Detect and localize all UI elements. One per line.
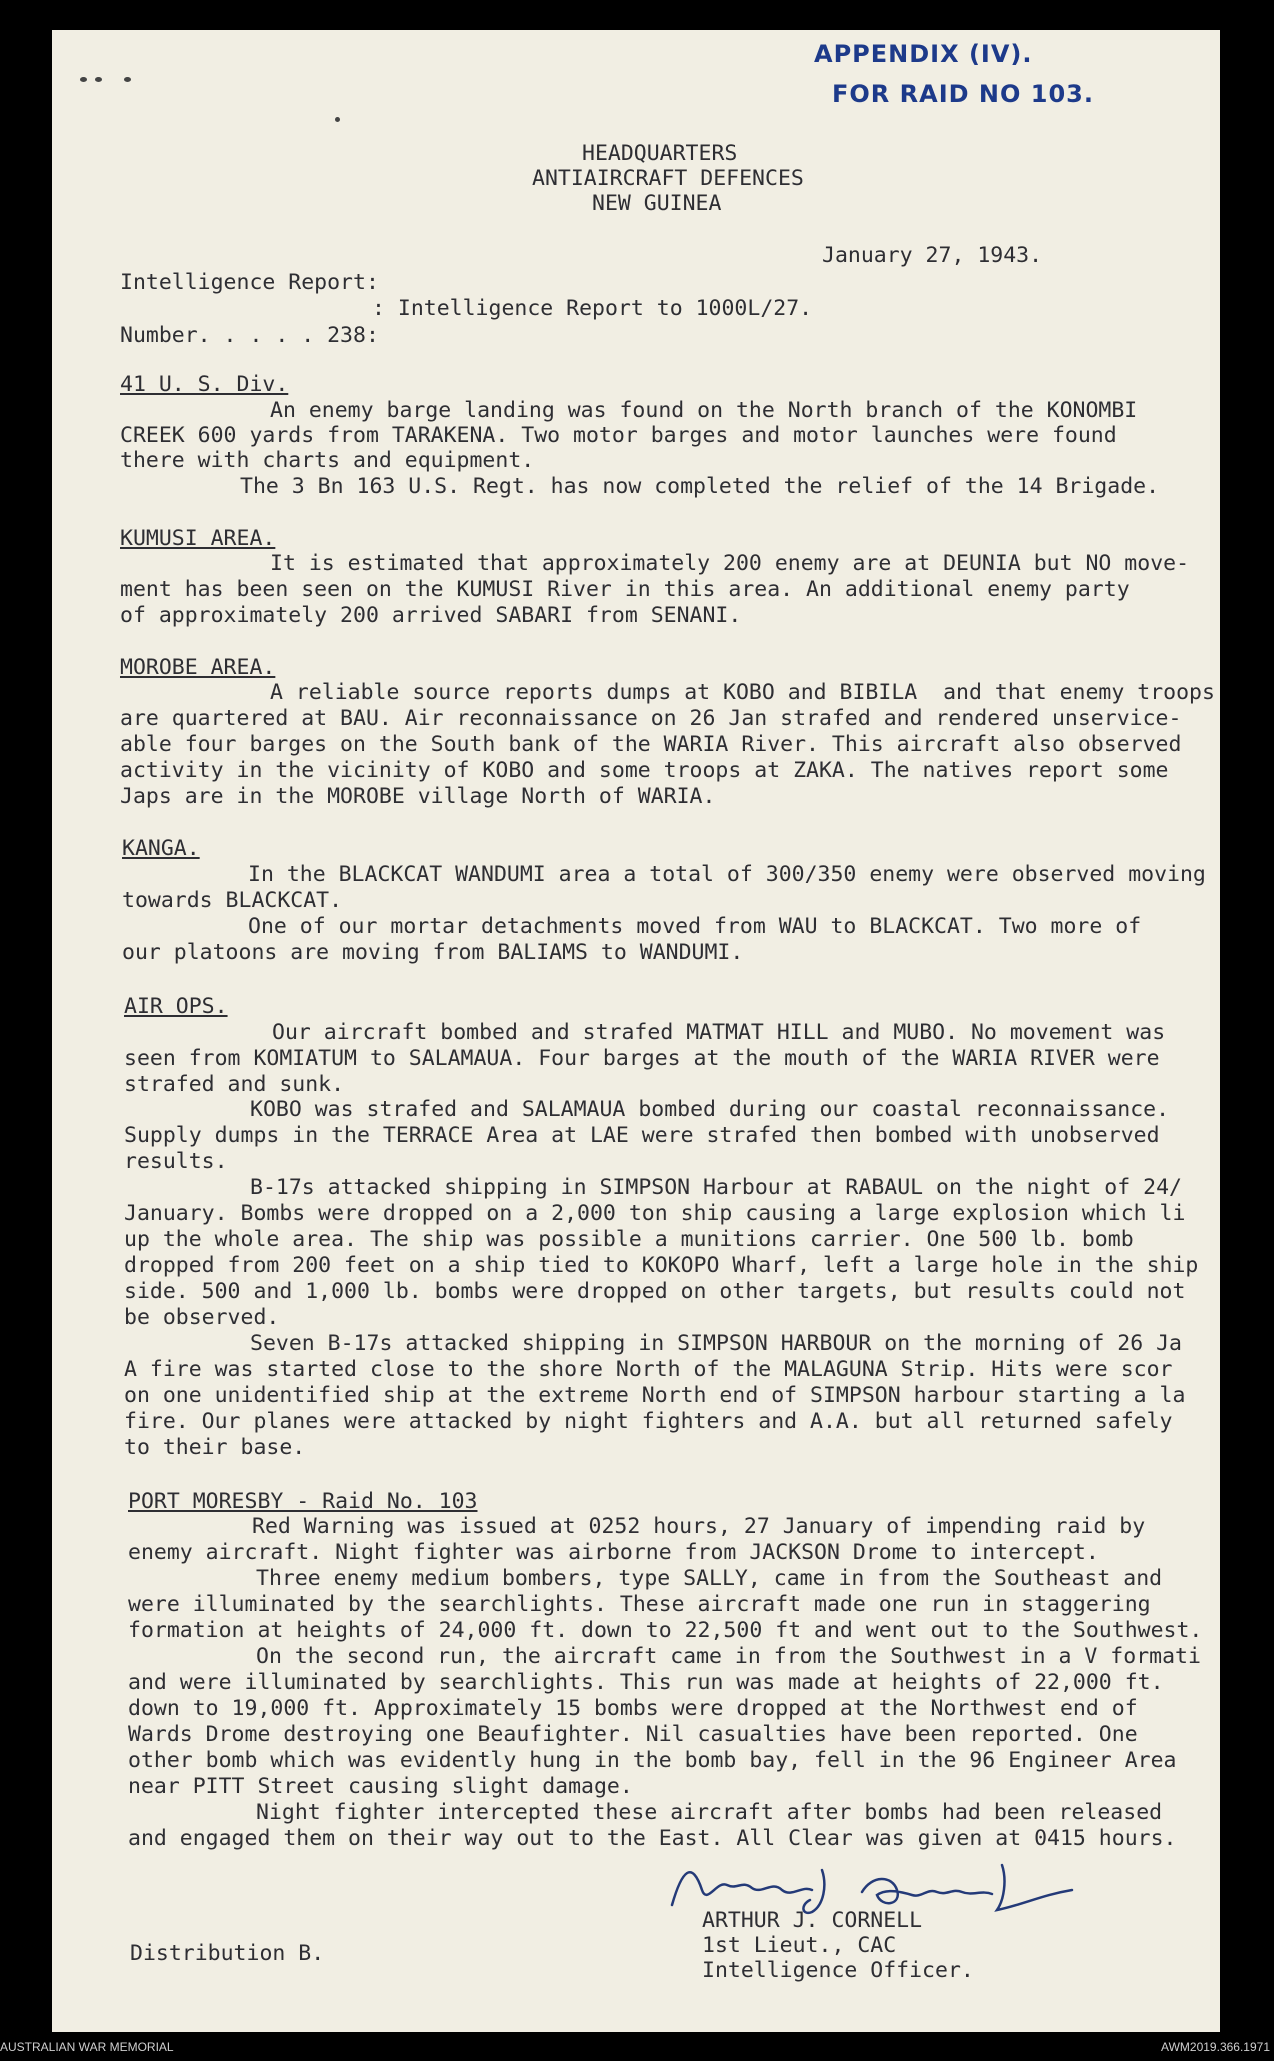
text-line: dropped from 200 feet on a ship tied to KOKOPO Wharf, left a large hole in the ship <box>124 1253 1199 1278</box>
section-heading: PORT MORESBY - Raid No. 103 <box>128 1489 478 1514</box>
text-line: near PITT Street causing slight damage. <box>128 1774 633 1799</box>
section-heading: MOROBE AREA. <box>120 655 276 680</box>
report-reference: : Intelligence Report to 1000L/27. <box>372 296 813 321</box>
pin-mark <box>335 117 340 122</box>
text-line: able four barges on the South bank of the WARIA River. This aircraft also observed <box>120 732 1182 757</box>
text-line: It is estimated that approximately 200 enemy are at DEUNIA but NO move- <box>270 551 1190 576</box>
text-line: Supply dumps in the TERRACE Area at LAE were strafed then bombed with unobserved <box>124 1123 1160 1148</box>
text-line: up the whole area. The ship was possible a munitions carrier. One 500 lb. bomb <box>124 1227 1134 1252</box>
text-line: Red Warning was issued at 0252 hours, 27 January of impending raid by <box>252 1514 1146 1539</box>
text-line: A reliable source reports dumps at KOBO and BIBILA and that enemy troops <box>270 680 1215 705</box>
report-date: January 27, 1943. <box>822 243 1043 268</box>
text-line: and engaged them on their way out to the East. All Clear was given at 0415 hours. <box>128 1826 1177 1851</box>
text-line: The 3 Bn 163 U.S. Regt. has now completed the relief of the 14 Brigade. <box>240 474 1160 499</box>
signature-title: Intelligence Officer. <box>702 1958 974 1983</box>
document-page <box>52 30 1220 2032</box>
header-line1: HEADQUARTERS <box>582 141 738 166</box>
text-line: strafed and sunk. <box>124 1072 345 1097</box>
text-line: Japs are in the MOROBE village North of WARIA. <box>120 784 716 809</box>
text-line: An enemy barge landing was found on the North branch of the KONOMBI <box>270 398 1138 423</box>
text-line: One of our mortar detachments moved from WAU to BLACKCAT. Two more of <box>248 914 1142 939</box>
text-line: seen from KOMIATUM to SALAMAUA. Four barges at the mouth of the WARIA RIVER were <box>124 1046 1160 1071</box>
report-label: Intelligence Report: <box>120 270 379 295</box>
annotation-appendix: APPENDIX (IV). <box>814 40 1033 68</box>
text-line: activity in the vicinity of KOBO and some troops at ZAKA. The natives report some <box>120 758 1169 783</box>
text-line: Our aircraft bombed and strafed MATMAT HILL and MUBO. No movement was <box>272 1020 1166 1045</box>
header-line2: ANTIAIRCRAFT DEFENCES <box>532 166 804 191</box>
distribution: Distribution B. <box>130 1941 325 1966</box>
section-heading: 41 U. S. Div. <box>120 372 289 397</box>
text-line: CREEK 600 yards from TARAKENA. Two motor barges and motor launches were found <box>120 423 1117 448</box>
text-line: KOBO was strafed and SALAMAUA bombed during our coastal reconnaissance. <box>250 1097 1170 1122</box>
footer-right: AWM2019.366.1971 <box>1161 2040 1270 2054</box>
text-line: ment has been seen on the KUMUSI River in this area. An additional enemy party <box>120 577 1130 602</box>
section-heading: KANGA. <box>122 836 200 861</box>
footer-left: AUSTRALIAN WAR MEMORIAL <box>0 2040 174 2054</box>
text-line: our platoons are moving from BALIAMS to WANDUMI. <box>122 940 744 965</box>
text-line: and were illuminated by searchlights. This run was made at heights of 22,000 ft. <box>128 1670 1164 1695</box>
signature-name: ARTHUR J. CORNELL <box>702 1908 923 1933</box>
text-line: results. <box>124 1149 228 1174</box>
text-line: there with charts and equipment. <box>120 448 535 473</box>
pin-mark <box>80 77 87 82</box>
text-line: Seven B-17s attacked shipping in SIMPSON HARBOUR on the morning of 26 Ja <box>250 1331 1182 1356</box>
annotation-raid: FOR RAID NO 103. <box>832 80 1094 108</box>
pin-mark <box>124 77 131 82</box>
text-line: fire. Our planes were attacked by night fighters and A.A. but all returned safely <box>124 1409 1173 1434</box>
report-number: Number. . . . . 238: <box>120 323 379 348</box>
section-heading: KUMUSI AREA. <box>120 526 276 551</box>
text-line: side. 500 and 1,000 lb. bombs were dropped on other targets, but results could not <box>124 1279 1186 1304</box>
text-line: In the BLACKCAT WANDUMI area a total of 300/350 enemy were observed moving <box>248 862 1206 887</box>
text-line: Three enemy medium bombers, type SALLY, came in from the Southeast and <box>256 1566 1163 1591</box>
text-line: B-17s attacked shipping in SIMPSON Harbour at RABAUL on the night of 24/ <box>250 1175 1182 1200</box>
text-line: A fire was started close to the shore North of the MALAGUNA Strip. Hits were scor <box>124 1357 1173 1382</box>
text-line: other bomb which was evidently hung in the bomb bay, fell in the 96 Engineer Area <box>128 1748 1177 1773</box>
text-line: on one unidentified ship at the extreme North end of SIMPSON harbour starting a la <box>124 1383 1186 1408</box>
text-line: enemy aircraft. Night fighter was airborne from JACKSON Drome to intercept. <box>128 1540 1099 1565</box>
text-line: Night fighter intercepted these aircraft after bombs had been released <box>256 1800 1163 1825</box>
text-line: On the second run, the aircraft came in from the Southwest in a V formati <box>256 1644 1201 1669</box>
header-line3: NEW GUINEA <box>592 191 722 216</box>
text-line: be observed. <box>124 1305 280 1330</box>
text-line: down to 19,000 ft. Approximately 15 bombs were dropped at the Northwest end of <box>128 1696 1138 1721</box>
text-line: are quartered at BAU. Air reconnaissance on 26 Jan strafed and rendered unservice- <box>120 706 1182 731</box>
text-line: January. Bombs were dropped on a 2,000 ton ship causing a large explosion which li <box>124 1201 1186 1226</box>
text-line: Wards Drome destroying one Beaufighter. Nil casualties have been reported. One <box>128 1722 1138 1747</box>
section-heading: AIR OPS. <box>124 994 228 1019</box>
pin-mark <box>95 77 102 82</box>
text-line: formation at heights of 24,000 ft. down to 22,500 ft and went out to the Southwest. <box>128 1618 1203 1643</box>
text-line: of approximately 200 arrived SABARI from SENANI. <box>120 603 742 628</box>
text-line: were illuminated by the searchlights. These aircraft made one run in staggering <box>128 1592 1151 1617</box>
handwritten-signature <box>652 1850 1152 1920</box>
text-line: to their base. <box>124 1435 306 1460</box>
signature-rank: 1st Lieut., CAC <box>702 1933 897 1958</box>
text-line: towards BLACKCAT. <box>122 888 343 913</box>
